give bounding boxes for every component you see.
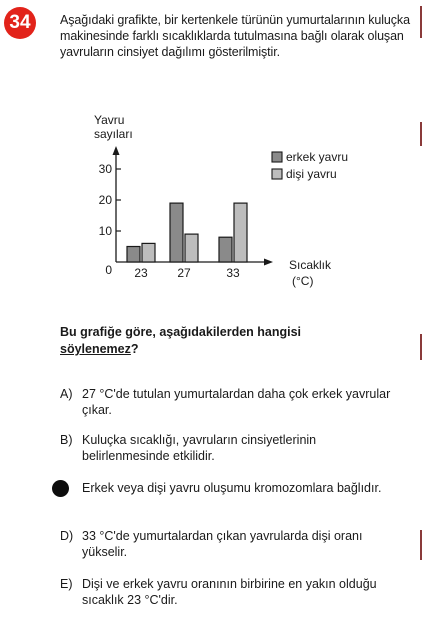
question-text: Aşağıdaki grafikte, bir kertenkele türünün yumurtalarının kuluçka makinesinde farklı sıcaklıklarda tutulmasına bağlı olarak oluşan yavruların cinsiyet dağılımı gösterilmiştir. (60, 13, 410, 59)
legend-label: dişi yavru (286, 167, 337, 181)
legend-label: erkek yavru (286, 150, 349, 164)
question-prompt (60, 324, 400, 358)
option-text: Kuluçka sıcaklığı, yavruların cinsiyetlerinin belirlenmesinde etkilidir. (82, 433, 317, 463)
y-axis-label-line2: sayıları (94, 127, 133, 141)
x-axis-arrow-icon (264, 259, 273, 266)
option-letter: A) (60, 387, 73, 401)
option-text: 27 °C'de tutulan yumurtalardan daha çok erkek yavrular çıkar. (82, 387, 391, 417)
x-axis-label-line2: (°C) (292, 274, 314, 288)
option-text: Dişi ve erkek yavru oranının birbirine en yakın olduğu sıcaklık 23 °C'dir. (82, 577, 377, 607)
y-axis-arrow-icon (113, 146, 120, 155)
x-tick-label: 33 (226, 266, 240, 280)
bar-male-23 (127, 247, 140, 263)
prompt-text: Bu grafiğe göre, aşağıdakilerden hangisi (60, 325, 302, 339)
legend-swatch (272, 152, 282, 162)
bar-male-33 (219, 237, 232, 262)
y-tick-label: 20 (98, 193, 112, 207)
option-text: 33 °C'de yumurtalardan çıkan yavrularda dişi oranı yükselir. (82, 529, 363, 559)
legend-swatch (272, 169, 282, 179)
x-axis-label-line1: Sıcaklık (289, 258, 332, 272)
page-edge-mark (420, 334, 422, 360)
prompt-end: ? (130, 342, 139, 356)
option-letter: B) (60, 433, 73, 447)
bar-male-27 (170, 203, 183, 262)
x-tick-label: 23 (134, 266, 148, 280)
y-axis-label-line1: Yavru (94, 113, 125, 127)
option-text: Erkek veya dişi yavru oluşumu kromozomlara bağlıdır. (82, 481, 382, 495)
bar-female-23 (142, 243, 155, 262)
bar-female-27 (185, 234, 198, 262)
x-tick-label: 27 (177, 266, 191, 280)
prompt-negative-word: söylenemez (60, 342, 131, 356)
y-tick-label: 0 (105, 263, 112, 277)
question-number-badge: 34 (4, 7, 36, 39)
bar-female-33 (234, 203, 247, 262)
option-letter: D) (60, 529, 74, 543)
option-letter: E) (60, 577, 73, 591)
y-tick-label: 10 (98, 224, 112, 238)
sex-distribution-bar-chart (0, 0, 424, 300)
option-c-marked-bubble-icon (52, 480, 69, 497)
y-tick-label: 30 (98, 162, 112, 176)
page-edge-mark (420, 530, 422, 560)
